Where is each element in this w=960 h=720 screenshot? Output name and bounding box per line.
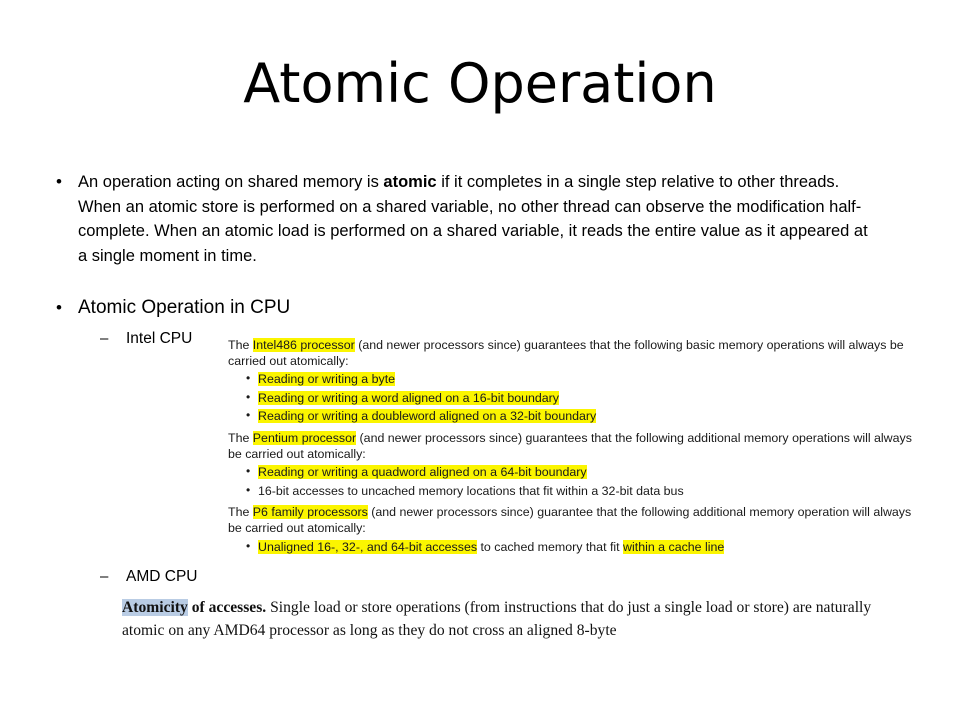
intel-list-1 (228, 372, 916, 425)
sub-bullet-amd-cpu-label: AMD CPU (126, 568, 198, 585)
list-item (246, 484, 916, 500)
sub-bullet-intel-cpu (100, 328, 192, 350)
amd-heading-rest: of accesses. (187, 599, 267, 616)
bullet-marker: • (56, 298, 62, 317)
amd-manual-excerpt (122, 596, 882, 642)
definition-part-1: An operation acting on shared memory is (78, 173, 384, 191)
intel-manual-excerpt (228, 338, 916, 561)
intel-para-1-post: (and newer processors since) guarantees that the following basic memory operations will always be carried out atomically: (228, 338, 904, 368)
intel-list-2-item-highlighted: Reading or writing a quadword aligned on a 64-bit boundary (258, 465, 587, 480)
bullet-definition-text (78, 170, 868, 268)
intel-list-1-item-2: Reading or writing a doubleword aligned on a 32-bit boundary (258, 409, 597, 424)
intel-highlight-intel486: Intel486 processor (252, 338, 355, 352)
intel-para-3-post: (and newer processors since) guarantee that the following additional memory operation will always be carried out atomically: (228, 505, 912, 535)
bullet-atomic-in-cpu (52, 296, 552, 320)
intel-list-3 (228, 540, 916, 556)
dash-marker: – (100, 568, 109, 585)
intel-para-3-pre: The (228, 505, 253, 520)
intel-para-1-pre: The (228, 338, 253, 352)
sub-bullet-amd-cpu (100, 566, 197, 588)
intel-highlight-p6-family: P6 family processors (252, 505, 368, 520)
list-item (246, 372, 916, 388)
intel-list-2-item-plain: 16-bit accesses to uncached memory locations that fit within a 32-bit data bus (258, 483, 684, 498)
dash-marker: – (100, 330, 109, 347)
page-title: Atomic Operation (243, 52, 717, 115)
list-item (246, 409, 916, 425)
intel-list-3-mid: to cached memory that fit (477, 539, 624, 554)
intel-para-2-pre: The (228, 430, 253, 445)
list-item (246, 465, 916, 481)
intel-para-1 (228, 338, 916, 369)
list-item (246, 540, 916, 556)
amd-heading (122, 599, 266, 616)
intel-para-3 (228, 505, 916, 536)
definition-bold-atomic: atomic (383, 173, 437, 191)
bullet-definition (52, 170, 882, 268)
intel-list-2 (228, 465, 916, 499)
intel-list-3-highlight-2: within a cache line (623, 539, 725, 554)
intel-para-2 (228, 431, 916, 462)
list-item (246, 391, 916, 407)
bullet-atomic-in-cpu-text: Atomic Operation in CPU (78, 297, 291, 318)
sub-bullet-intel-cpu-label: Intel CPU (126, 330, 193, 347)
intel-list-1-item-1: Reading or writing a word aligned on a 16-bit boundary (258, 390, 560, 405)
amd-body-text: Single load or store operations (from instructions that do just a single load or store) are naturally atomic on any AMD64 processor as long as they do not cross an aligned 8-byte (122, 599, 872, 639)
intel-list-3-highlight-1: Unaligned 16-, 32-, and 64-bit accesses (258, 539, 478, 554)
bullet-marker: • (56, 172, 62, 191)
intel-para-2-post: (and newer processors since) guarantees that the following additional memory operations will always be carried out atomically: (228, 430, 912, 461)
amd-selected-atomicity: Atomicity (122, 599, 188, 616)
intel-list-1-item-0: Reading or writing a byte (258, 372, 396, 387)
definition-part-2: if it completes in a single step relative to other threads. When an atomic store is performed on a shared variable, no other thread can observe the modification half-complete. When an atomic load is performed on a shared variable, it reads the entire value as it appeared at a single moment in time. (78, 173, 868, 265)
intel-highlight-pentium: Pentium processor (252, 430, 357, 445)
